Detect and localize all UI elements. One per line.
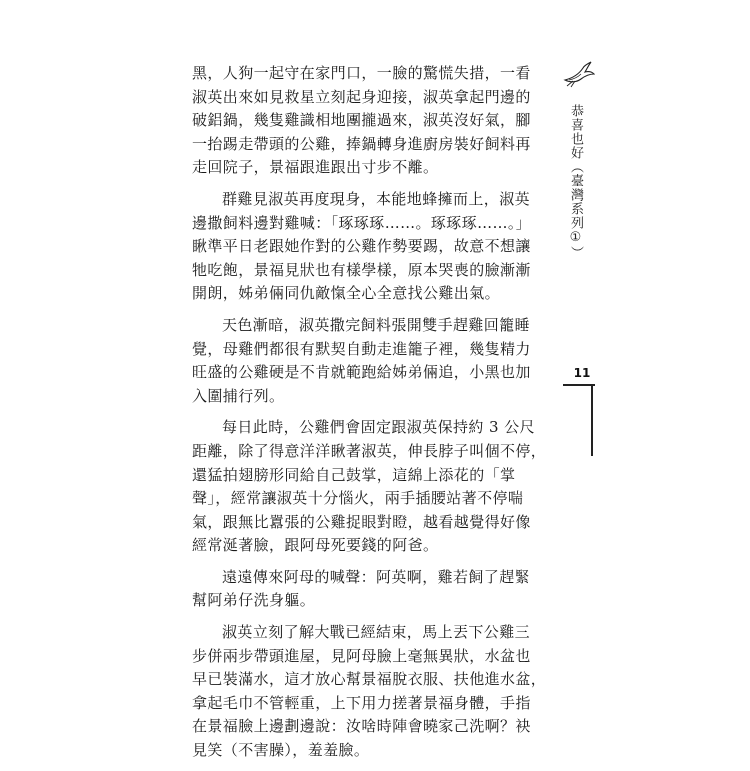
paragraph: [192, 62, 564, 180]
text-line: 遠遠傳來阿母的喊聲：阿英啊，雞若飼了趕緊: [222, 567, 531, 586]
text-line: 開朗，姊弟倆同仇敵愾全心全意找公雞出氣。: [192, 284, 501, 303]
text-line: 瞅準平日老跟她作對的公雞作勢要踢，故意不想讓: [192, 237, 531, 256]
text-line: 走回院子，景福跟進跟出寸步不離。: [192, 158, 439, 177]
paragraph: [192, 314, 564, 408]
text-line: 邊撒飼料邊對雞喊：「琢琢琢……。琢琢琢……。」: [192, 213, 532, 232]
text-line: 聲」，經常讓淑英十分惱火，兩手插腰站著不停喘: [192, 489, 524, 508]
text-line: 入圍捕行列。: [192, 386, 285, 405]
text-line: 在景福臉上邊劃邊說：汝啥時陣會曉家己洗啊？袂: [192, 717, 531, 736]
text-line: 氣，跟無比囂張的公雞捉眼對瞪，越看越覺得好像: [192, 512, 531, 531]
text-line: 見笑（不害臊），羞羞臉。: [192, 741, 370, 760]
text-line: 幫阿弟仔洗身軀。: [192, 591, 316, 610]
paragraph: [192, 416, 564, 558]
text-line: 早已裝滿水，這才放心幫景福脫衣服、扶他進水盆，: [192, 670, 547, 689]
text-line: 牠吃飽，景福見狀也有樣學樣，原本哭喪的臉漸漸: [192, 260, 531, 279]
text-line: 經常涎著臉，跟阿母死要錢的阿爸。: [192, 536, 439, 555]
text-line: 天色漸暗，淑英撒完飼料張開雙手趕雞回籠睡: [222, 315, 531, 334]
text-line: 覺，母雞們都很有默契自動走進籠子裡，幾隻精力: [192, 339, 531, 358]
text-line: 群雞見淑英再度現身，本能地蜂擁而上，淑英: [222, 189, 531, 208]
page-number-rule-vertical: [591, 384, 593, 456]
body-text: [192, 62, 564, 771]
text-line: 旺盛的公雞硬是不肯就範跑給姊弟倆追，小黑也加: [192, 363, 531, 382]
text-line: 每日此時，公雞們會固定跟淑英保持約 3 公尺: [222, 418, 535, 437]
text-line: 破鋁鍋，幾隻雞識相地團攏過來，淑英沒好氣，腳: [192, 111, 531, 130]
text-line: 淑英立刻了解大戰已經結束，馬上丟下公雞三: [222, 623, 531, 642]
text-line: 還猛拍翅膀形同給自己鼓掌，這綿上添花的「掌: [192, 465, 516, 484]
text-line: 距離，除了得意洋洋瞅著淑英，伸長脖子叫個不停，: [192, 441, 547, 460]
text-line: 一抬踢走帶頭的公雞，捧鍋轉身進廚房裝好飼料再: [192, 134, 531, 153]
text-line: 拿起毛巾不管輕重，上下用力搓著景福身體，手指: [192, 693, 531, 712]
paragraph: [192, 566, 564, 613]
text-line: 黑，人狗一起守在家門口，一臉的驚慌失措，一看: [192, 64, 531, 82]
side-book-title: 恭喜也好（臺灣系列①）: [568, 104, 583, 260]
swallow-icon: [563, 58, 595, 90]
paragraph: [192, 621, 564, 763]
text-line: 淑英出來如見救星立刻起身迎接，淑英拿起門邊的: [192, 87, 531, 106]
paragraph: [192, 188, 564, 306]
text-line: 步併兩步帶頭進屋，見阿母臉上毫無異狀，水盆也: [192, 646, 531, 665]
page-number: 11: [573, 366, 591, 380]
